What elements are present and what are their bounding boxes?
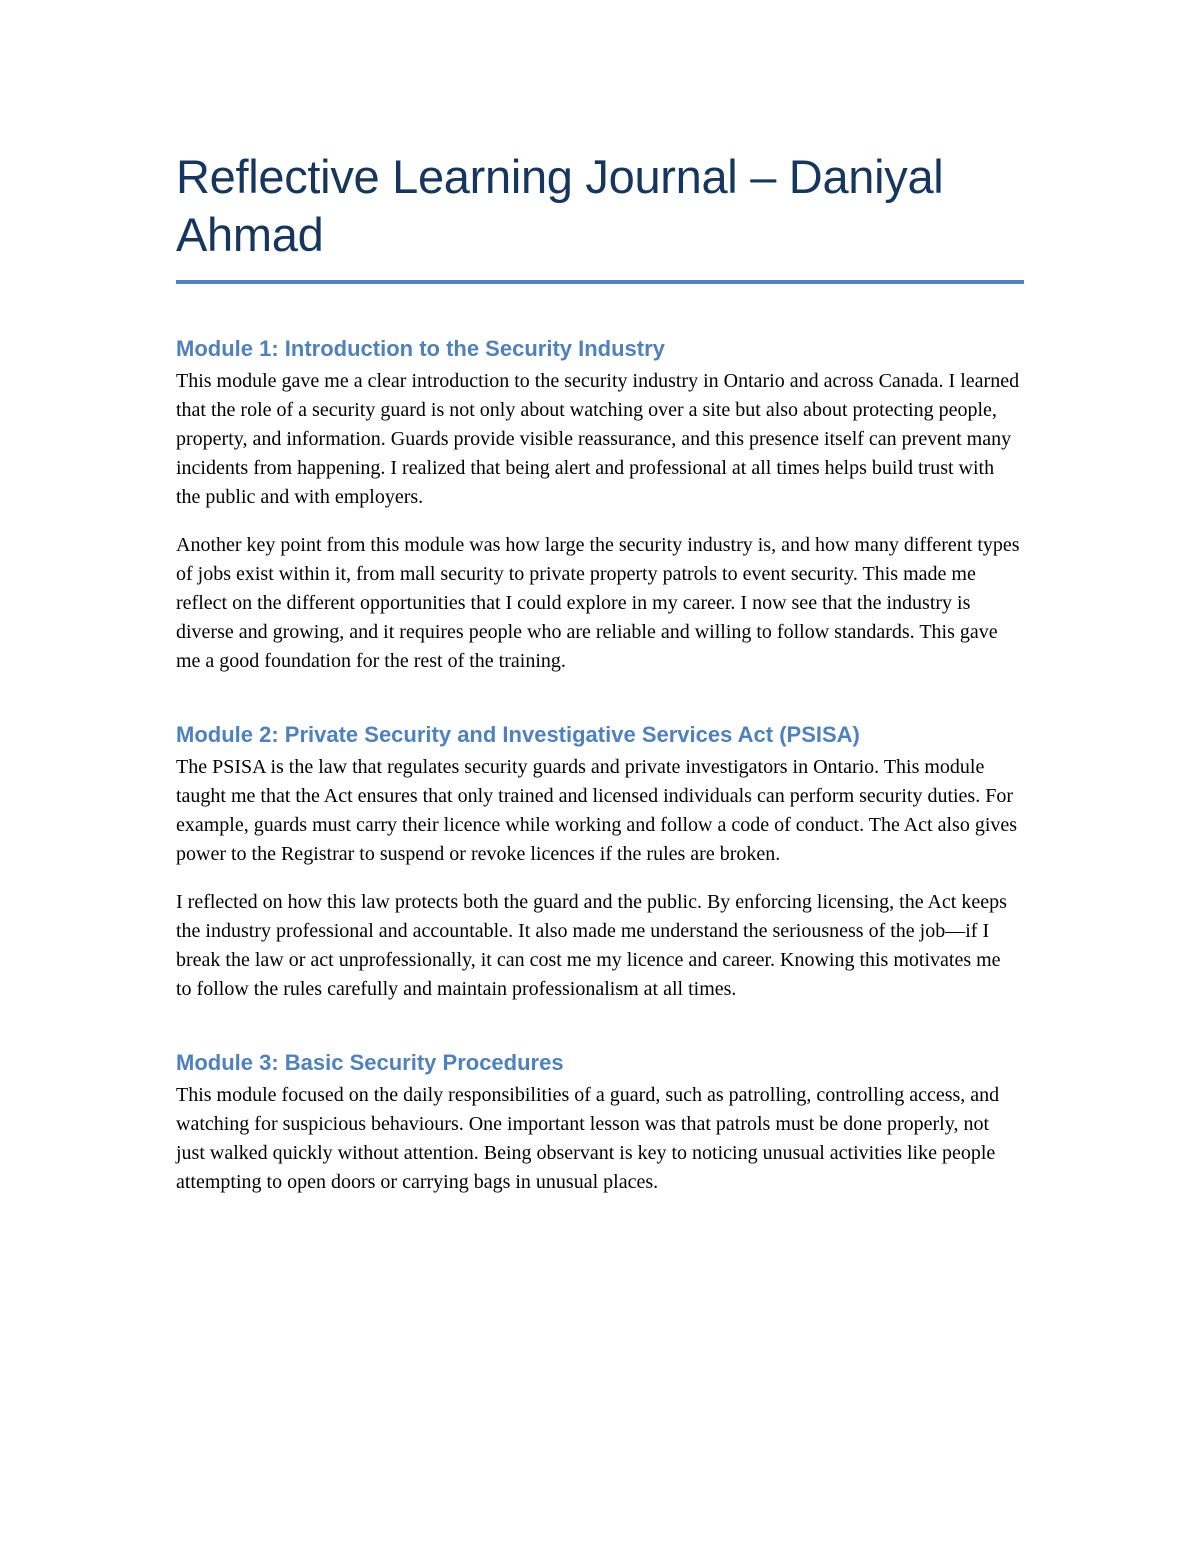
module-2-paragraph-1: The PSISA is the law that regulates security guards and private investigators in Ontario. This module taught me that the Act ensures that only trained and licensed individuals can perform security duties. For example, guards must carry their licence while working and follow a code of conduct. The Act also gives power to the Registrar to suspend or revoke licences if the rules are broken. [176,756,1018,865]
module-3-heading: Module 3: Basic Security Procedures [176,1050,564,1075]
module-2-paragraph-2: I reflected on how this law protects both the guard and the public. By enforcing licensing, the Act keeps the industry professional and accountable. It also made me understand the seriousness of the job—if I break the law or act unprofessionally, it can cost me my licence and career. Knowing this motivates me to follow the rules carefully and maintain professionalism at all times. [176,891,1007,1000]
module-1-paragraph-1: This module gave me a clear introduction to the security industry in Ontario and across Canada. I learned that the role of a security guard is not only about watching over a site but also about protecting people, property, and information. Guards provide visible reassurance, and this presence itself can prevent many incidents from happening. I realized that being alert and professional at all times helps build trust with the public and with employers. [176,370,1020,508]
module-2-heading: Module 2: Private Security and Investigative Services Act (PSISA) [176,722,860,747]
module-2-section [176,720,1026,1004]
module-1-paragraph-2: Another key point from this module was how large the security industry is, and how many different types of jobs exist within it, from mall security to private property patrols to event security. This made me reflect on the different opportunities that I could explore in my career. I now see that the industry is diverse and growing, and it requires people who are reliable and willing to follow standards. This gave me a good foundation for the rest of the training. [176,534,1020,672]
module-3-paragraph-1: This module focused on the daily responsibilities of a guard, such as patrolling, controlling access, and watching for suspicious behaviours. One important lesson was that patrols must be done properly, not just walked quickly without attention. Being observant is key to noticing unusual activities like people attempting to open doors or carrying bags in unusual places. [176,1084,1000,1193]
document-page [176,148,1026,1197]
module-3-section [176,1048,1026,1197]
module-1-section [176,334,1026,676]
document-title: Reflective Learning Journal – Daniyal Ahmad [176,150,944,261]
title-underline-rule [176,280,1024,284]
module-1-heading: Module 1: Introduction to the Security Industry [176,336,665,361]
